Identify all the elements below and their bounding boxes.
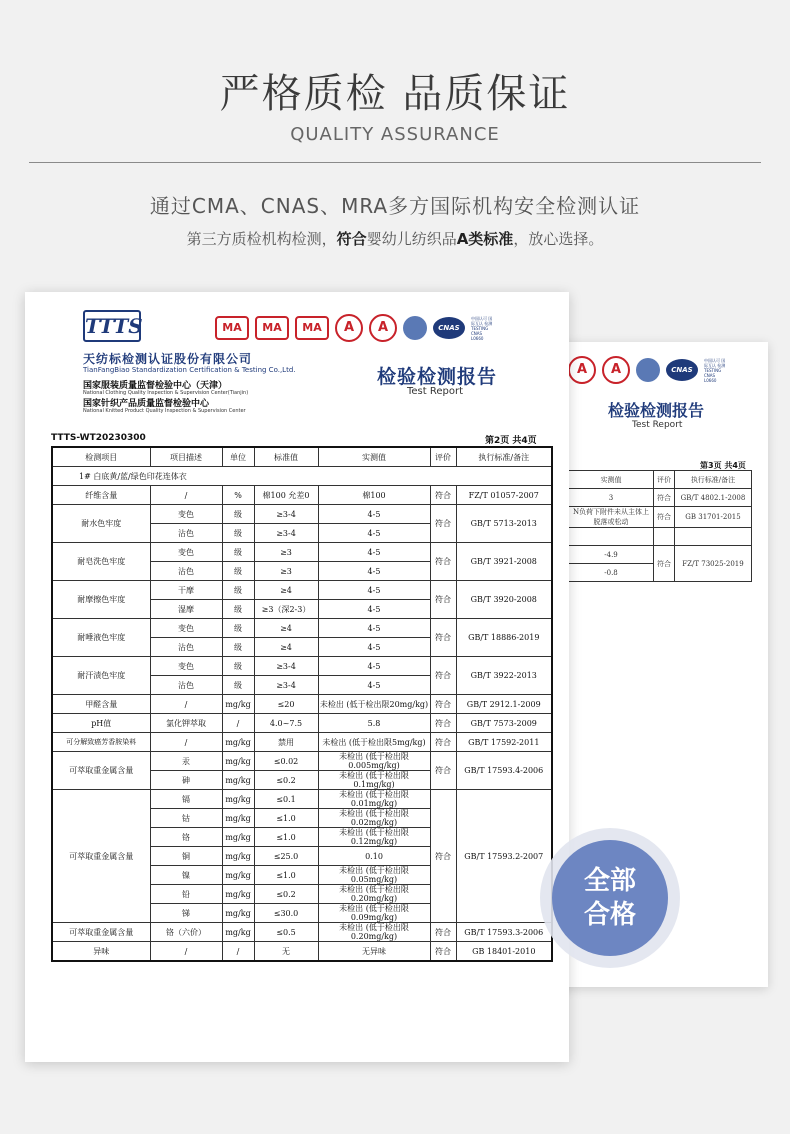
ilac-mra-icon <box>636 358 660 382</box>
cell: mg/kg <box>222 771 254 790</box>
table-row <box>52 695 552 714</box>
cell: 镍 <box>150 866 222 885</box>
company-name-en: TianFangBiao Standardization Certification & Testing Co.,Ltd. <box>83 366 296 374</box>
cell: 无异味 <box>318 942 430 962</box>
cell: ≥3-4 <box>254 657 318 676</box>
cell: 未检出 (低于检出限0.005mg/kg) <box>318 752 430 771</box>
center-name-2: 国家针织产品质量监督检验中心 <box>83 399 210 409</box>
cell: 符合 <box>430 923 456 942</box>
cell: 3 <box>569 489 654 507</box>
cell: 执行标准/备注 <box>674 471 751 489</box>
table-row <box>52 657 552 676</box>
test-results-table <box>51 446 553 962</box>
cell: 符合 <box>430 790 456 923</box>
table-row <box>52 714 552 733</box>
cell: 符合 <box>430 714 456 733</box>
cell: -0.8 <box>569 564 654 582</box>
cell: / <box>150 733 222 752</box>
cell: 4-5 <box>318 676 430 695</box>
cell: 级 <box>222 524 254 543</box>
cell: 未检出 (低于检出限0.01mg/kg) <box>318 790 430 809</box>
cell: 符合 <box>654 507 675 528</box>
ilac-logo-icon: A <box>602 356 630 384</box>
cell: mg/kg <box>222 866 254 885</box>
cell: 符合 <box>654 489 675 507</box>
cell: 符合 <box>430 942 456 962</box>
cell: 级 <box>222 676 254 695</box>
table-row <box>569 528 752 546</box>
cell: 变色 <box>150 505 222 524</box>
cell: ≥4 <box>254 638 318 657</box>
cell: 未检出 (低于检出限5mg/kg) <box>318 733 430 752</box>
report-page-number: 第2页 共4页 <box>485 436 537 446</box>
cell: 符合 <box>654 546 675 582</box>
cell: 4-5 <box>318 619 430 638</box>
cell: mg/kg <box>222 733 254 752</box>
cell: ≤1.0 <box>254 866 318 885</box>
table-header-row <box>52 447 552 467</box>
cell: GB/T 17592-2011 <box>456 733 552 752</box>
cell: GB/T 17593.4-2006 <box>456 752 552 790</box>
cnas-logo-icon: CNAS <box>666 359 698 381</box>
cell: 甲醛含量 <box>52 695 150 714</box>
cell: 铜 <box>150 847 222 866</box>
cell: 符合 <box>430 657 456 695</box>
ttts-logo-icon: TTTS <box>83 310 141 342</box>
cell: GB 18401-2010 <box>456 942 552 962</box>
cell: ≤1.0 <box>254 828 318 847</box>
cell: ≥4 <box>254 581 318 600</box>
cell: 变色 <box>150 543 222 562</box>
cell: 耐汗渍色牢度 <box>52 657 150 695</box>
cell: 符合 <box>430 543 456 581</box>
cell: ≤0.5 <box>254 923 318 942</box>
cell: 耐皂洗色牢度 <box>52 543 150 581</box>
page3-subtitle: Test Report <box>632 420 683 430</box>
cell: 铬 <box>150 828 222 847</box>
cma-logo-icon: MA <box>295 316 329 340</box>
cell: 未检出 (低于检出限0.12mg/kg) <box>318 828 430 847</box>
cell: mg/kg <box>222 923 254 942</box>
cell: 符合 <box>430 505 456 543</box>
cell: 符合 <box>430 619 456 657</box>
cell: 未检出 (低于检出限0.09mg/kg) <box>318 904 430 923</box>
ilac-mra-icon <box>403 316 427 340</box>
header-cell: 项目描述 <box>150 447 222 467</box>
table-row <box>52 923 552 942</box>
table-row <box>569 489 752 507</box>
cell: 禁用 <box>254 733 318 752</box>
cell: 未检出 (低于检出限0.20mg/kg) <box>318 885 430 904</box>
cell: GB/T 3922-2013 <box>456 657 552 695</box>
cell: mg/kg <box>222 809 254 828</box>
table-row <box>52 581 552 600</box>
cell: mg/kg <box>222 847 254 866</box>
cell: mg/kg <box>222 695 254 714</box>
sample-description: 1# 白底黄/蓝/绿色印花连体衣 <box>52 467 552 486</box>
cell: GB/T 3920-2008 <box>456 581 552 619</box>
cell: 4-5 <box>318 581 430 600</box>
ilac-logo-icon: A <box>335 314 363 342</box>
cell: 铅 <box>150 885 222 904</box>
cell: 符合 <box>430 581 456 619</box>
cell: 棉100 允差0 <box>254 486 318 505</box>
cell: GB 31701-2015 <box>674 507 751 528</box>
header-cell: 标准值 <box>254 447 318 467</box>
cell: 符合 <box>430 695 456 714</box>
cell: 可分解致癌芳香胺染料 <box>52 733 150 752</box>
cell: 4.0~7.5 <box>254 714 318 733</box>
cell: 锑 <box>150 904 222 923</box>
cell: 可萃取重金属含量 <box>52 923 150 942</box>
cell: 变色 <box>150 619 222 638</box>
cell: ≤20 <box>254 695 318 714</box>
cell: % <box>222 486 254 505</box>
cell: 实测值 <box>569 471 654 489</box>
certification-line: 通过CMA、CNAS、MRA多方国际机构安全检测认证 <box>149 194 641 218</box>
cell: ≤0.2 <box>254 885 318 904</box>
ilac-logo-icon: A <box>568 356 596 384</box>
header-cell: 评价 <box>430 447 456 467</box>
cell: / <box>150 486 222 505</box>
cell: 可萃取重金属含量 <box>52 752 150 790</box>
ilac-logo-icon: A <box>369 314 397 342</box>
table-row <box>52 543 552 562</box>
report-number: TTTS-WT20230300 <box>51 433 146 443</box>
cell: 4-5 <box>318 505 430 524</box>
header-cell: 实测值 <box>318 447 430 467</box>
cell: 镉 <box>150 790 222 809</box>
cell: 沾色 <box>150 562 222 581</box>
cell: 纤维含量 <box>52 486 150 505</box>
cell: 级 <box>222 505 254 524</box>
cell: 4-5 <box>318 543 430 562</box>
cell: 湿摩 <box>150 600 222 619</box>
center-name-2-en: National Knitted Product Quality Inspection & Supervision Center <box>83 408 246 414</box>
standard-line: 第三方质检机构检测，符合婴幼儿纺织品A类标准，放心选择。 <box>186 230 604 248</box>
page3-table <box>568 470 752 582</box>
cell: GB/T 18886-2019 <box>456 619 552 657</box>
cell: GB/T 4802.1-2008 <box>674 489 751 507</box>
report-page-2 <box>25 292 569 1062</box>
certification-logos <box>215 314 495 342</box>
cell: mg/kg <box>222 885 254 904</box>
cell: 未检出 (低于检出限0.05mg/kg) <box>318 866 430 885</box>
cell: 符合 <box>430 486 456 505</box>
cell: GB/T 3921-2008 <box>456 543 552 581</box>
cell: 耐摩擦色牢度 <box>52 581 150 619</box>
cell: -4.9 <box>569 546 654 564</box>
page-subtitle: QUALITY ASSURANCE <box>290 124 500 145</box>
cell: ≤30.0 <box>254 904 318 923</box>
cell: ≥4 <box>254 619 318 638</box>
cell: 未检出 (低于检出限0.20mg/kg) <box>318 923 430 942</box>
table-row <box>52 505 552 524</box>
cell: / <box>150 942 222 962</box>
cell: ≤0.2 <box>254 771 318 790</box>
cell: ≥3 <box>254 562 318 581</box>
cell: 4-5 <box>318 524 430 543</box>
cell: 砷 <box>150 771 222 790</box>
center-name-1-en: National Clothing Quality Inspection & Supervision Center(Tianjin) <box>83 390 249 396</box>
cell: GB/T 17593.2-2007 <box>456 790 552 923</box>
page3-page-number: 第3页 共4页 <box>700 461 746 470</box>
all-qualified-stamp <box>540 828 680 968</box>
table-row <box>52 752 552 771</box>
cell: pH值 <box>52 714 150 733</box>
page-title: 严格质检 品质保证 <box>219 71 571 117</box>
cell: 符合 <box>430 733 456 752</box>
table-row <box>569 546 752 564</box>
cell: 级 <box>222 543 254 562</box>
table-row <box>52 790 552 809</box>
cell: / <box>150 695 222 714</box>
table-row <box>52 486 552 505</box>
stamp-text <box>552 840 668 956</box>
report-title: 检验检测报告 <box>377 366 498 388</box>
cell: mg/kg <box>222 828 254 847</box>
cell: 4-5 <box>318 638 430 657</box>
cell: FZ/T 01057-2007 <box>456 486 552 505</box>
center-name-1: 国家服装质量监督检验中心（天津） <box>83 381 228 391</box>
cell: GB/T 2912.1-2009 <box>456 695 552 714</box>
cell: mg/kg <box>222 752 254 771</box>
cell: / <box>222 942 254 962</box>
cell: 干摩 <box>150 581 222 600</box>
cell: / <box>222 714 254 733</box>
cell: 无 <box>254 942 318 962</box>
cell: 变色 <box>150 657 222 676</box>
cell: 钴 <box>150 809 222 828</box>
cell: 可萃取重金属含量 <box>52 790 150 923</box>
divider <box>29 162 761 163</box>
cell: 4-5 <box>318 657 430 676</box>
cell: 耐水色牢度 <box>52 505 150 543</box>
cell: 汞 <box>150 752 222 771</box>
cell: 沾色 <box>150 638 222 657</box>
cma-logo-icon: MA <box>255 316 289 340</box>
cell: ≥3（深2-3） <box>254 600 318 619</box>
cell: ≤0.02 <box>254 752 318 771</box>
cell: ≥3 <box>254 543 318 562</box>
cell: 符合 <box>430 752 456 790</box>
cell: ≥3-4 <box>254 505 318 524</box>
cell: 沾色 <box>150 524 222 543</box>
cell: mg/kg <box>222 904 254 923</box>
header-cell: 单位 <box>222 447 254 467</box>
page3-title: 检验检测报告 <box>608 401 705 420</box>
cell: 级 <box>222 581 254 600</box>
table-row <box>52 733 552 752</box>
cell: 评价 <box>654 471 675 489</box>
cnas-logo-icon: CNAS <box>433 317 465 339</box>
cell: ≤1.0 <box>254 809 318 828</box>
cell: 4-5 <box>318 600 430 619</box>
cell: 沾色 <box>150 676 222 695</box>
cell: mg/kg <box>222 790 254 809</box>
sample-row <box>52 467 552 486</box>
cell: 铬（六价） <box>150 923 222 942</box>
cell: 耐唾液色牢度 <box>52 619 150 657</box>
cell: 5.8 <box>318 714 430 733</box>
table-row <box>52 619 552 638</box>
cell: 级 <box>222 600 254 619</box>
cell: FZ/T 73025-2019 <box>674 546 751 582</box>
cell: ≥3-4 <box>254 676 318 695</box>
cell: 4-5 <box>318 562 430 581</box>
cell: 异味 <box>52 942 150 962</box>
cell: 未检出 (低于检出限0.1mg/kg) <box>318 771 430 790</box>
cell: ≤0.1 <box>254 790 318 809</box>
company-name: 天纺标检测认证股份有限公司 <box>83 352 253 366</box>
cell: ≤25.0 <box>254 847 318 866</box>
cma-logo-icon: MA <box>215 316 249 340</box>
header-cell: 检测项目 <box>52 447 150 467</box>
cell: ≥3-4 <box>254 524 318 543</box>
cell: GB/T 17593.3-2006 <box>456 923 552 942</box>
stamp-line-2: 合格 <box>583 900 636 930</box>
report-subtitle: Test Report <box>407 386 464 397</box>
cell: N负荷下附件未从主体上脱落或松动 <box>569 507 654 528</box>
cell: GB/T 7573-2009 <box>456 714 552 733</box>
table-row <box>569 507 752 528</box>
page3-logos <box>568 356 728 384</box>
cnas-note: 中国认可 国际互认 检测 TESTING CNAS L0660 <box>704 357 726 383</box>
table-row <box>569 471 752 489</box>
cell: 棉100 <box>318 486 430 505</box>
cell: 未检出 (低于检出限0.02mg/kg) <box>318 809 430 828</box>
cell: 氯化钾萃取 <box>150 714 222 733</box>
cell: 级 <box>222 619 254 638</box>
table-row <box>52 942 552 962</box>
stamp-line-1: 全部 <box>583 866 636 896</box>
cell: 级 <box>222 638 254 657</box>
cell: GB/T 5713-2013 <box>456 505 552 543</box>
cell: 0.10 <box>318 847 430 866</box>
cell: 未检出 (低于检出限20mg/kg) <box>318 695 430 714</box>
cell: 级 <box>222 657 254 676</box>
header-cell: 执行标准/备注 <box>456 447 552 467</box>
cnas-note: 中国认可 国际互认 检测 TESTING CNAS L0660 <box>471 315 493 341</box>
cell: 级 <box>222 562 254 581</box>
